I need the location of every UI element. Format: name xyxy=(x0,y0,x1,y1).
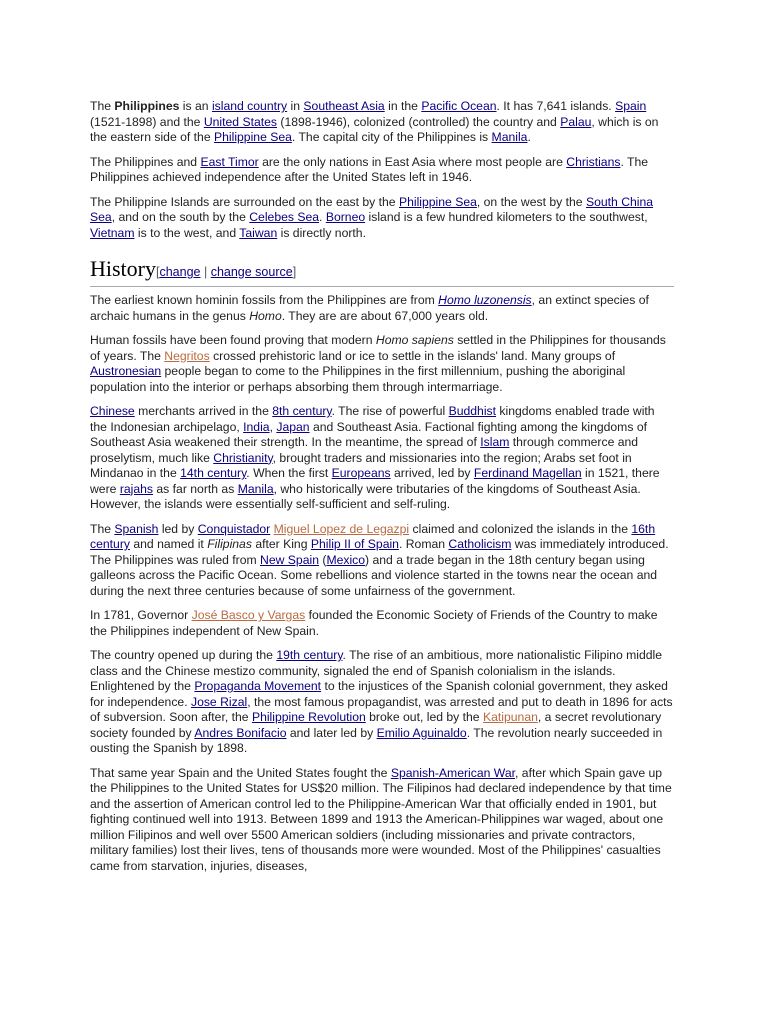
history-section xyxy=(90,293,674,874)
link-catholicism[interactable]: Catholicism xyxy=(448,537,512,551)
text-run: led by xyxy=(158,521,198,536)
history-paragraph xyxy=(90,608,674,639)
change-link[interactable]: change xyxy=(159,265,201,279)
link-philippine-sea[interactable]: Philippine Sea xyxy=(214,130,292,144)
edit-section-links: [change | change source] xyxy=(156,265,297,279)
text-run: . The capital city of the Philippines is xyxy=(291,130,492,144)
text-run: , which is on the eastern side of the xyxy=(90,114,659,144)
text-run: through commerce and proselytism, much like xyxy=(90,435,639,465)
text-run: in xyxy=(287,99,304,113)
text-run: are the only nations in East Asia where most people are xyxy=(258,154,567,169)
intro-paragraph xyxy=(90,155,674,186)
text-run: The Philippine Islands are surrounded on the east by the xyxy=(90,194,399,209)
link-manila[interactable]: Manila xyxy=(237,481,274,496)
history-paragraph xyxy=(90,333,674,395)
link-spanish[interactable]: Spanish xyxy=(114,521,159,536)
text-run: ) and a trade began in the 18th century began using galleons across the Pacific Ocean. Some rebellions and violence started in the towns near the ocean and during the next three centuries because of some unfairness of the government. xyxy=(90,552,658,598)
text-run: is directly north. xyxy=(277,225,366,240)
text-run: arrived, led by xyxy=(390,466,474,480)
link-islam[interactable]: Islam xyxy=(480,435,510,449)
link-rajahs[interactable]: rajahs xyxy=(119,481,154,496)
link-pacific-ocean[interactable]: Pacific Ocean xyxy=(421,99,497,113)
link-16th-century[interactable]: 16th century xyxy=(90,521,656,551)
link-philippine-sea[interactable]: Philippine Sea xyxy=(398,194,477,209)
text-run: . When the first xyxy=(246,466,332,480)
link-east-timor[interactable]: East Timor xyxy=(200,154,259,169)
link-chinese[interactable]: Chinese xyxy=(90,404,135,418)
link-jose-rizal[interactable]: Jose Rizal xyxy=(190,694,248,709)
text-run: Human fossils have been found proving that modern xyxy=(90,333,376,347)
text-run: and later led by xyxy=(286,725,377,740)
link-homo-luzonensis[interactable]: Homo luzonensis xyxy=(438,293,532,307)
text-run: founded the Economic Society of Friends of the Country to make the Philippines independent of New Spain. xyxy=(90,608,658,638)
text-run: , an extinct species of archaic humans in the genus xyxy=(90,293,649,323)
intro-paragraph xyxy=(90,195,674,242)
text-run: In 1781, Governor xyxy=(90,608,192,622)
text-run: The country opened up during the xyxy=(90,648,277,662)
text-run: kingdoms enabled trade with the Indonesian archipelago, xyxy=(90,404,655,434)
text-run: . The revolution nearly succeeded in ousting the Spanish by 1898. xyxy=(90,725,663,755)
history-heading-title: History xyxy=(90,256,156,281)
text-run: , the most famous propagandist, was arrested and put to death in 1896 for acts of subversion. Soon after, the xyxy=(90,694,673,724)
link-vietnam[interactable]: Vietnam xyxy=(90,225,135,240)
link-christians[interactable]: Christians xyxy=(566,154,621,169)
link-europeans[interactable]: Europeans xyxy=(331,466,391,480)
text-run: as far north as xyxy=(153,481,238,496)
text-run: The xyxy=(90,521,115,536)
text-run: . The rise of powerful xyxy=(331,404,449,418)
text-run: . Roman xyxy=(398,537,449,551)
text-run: claimed and colonized the islands in the xyxy=(409,521,632,536)
link-propaganda-movement[interactable]: Propaganda Movement xyxy=(194,679,322,693)
italic-term: Filipinas xyxy=(207,537,252,551)
link-katipunan[interactable]: Katipunan xyxy=(482,710,538,724)
text-run: , brought traders and missionaries into the region; Arabs set foot in Mindanao in the xyxy=(90,450,632,480)
link-island-country[interactable]: island country xyxy=(211,99,288,113)
intro-section xyxy=(90,99,674,241)
link-emilio-aguinaldo[interactable]: Emilio Aguinaldo xyxy=(376,725,467,740)
history-paragraph xyxy=(90,522,674,600)
history-heading xyxy=(90,256,674,287)
history-paragraph xyxy=(90,648,674,757)
link-celebes-sea[interactable]: Celebes Sea xyxy=(249,210,320,224)
text-run: (1521-1898) and the xyxy=(90,114,204,129)
text-run: people began to come to the Philippines in the first millennium, pushing the aboriginal population into the interior or perhaps absorbing them through intermarriage. xyxy=(90,364,626,394)
link-andres-bonifacio[interactable]: Andres Bonifacio xyxy=(194,725,287,740)
link-buddhist[interactable]: Buddhist xyxy=(448,404,497,418)
text-run: broke out, led by the xyxy=(365,710,483,724)
text-run: , a secret revolutionary society founded by xyxy=(90,710,662,740)
text-run: . xyxy=(527,130,531,144)
text-run: was immediately introduced. The Philippines was ruled from xyxy=(90,537,669,567)
link-united-states[interactable]: United States xyxy=(203,114,278,129)
link-taiwan[interactable]: Taiwan xyxy=(239,225,278,240)
text-run: , who historically were tributaries of the kingdoms of Southeast Asia. However, the islands were essentially self-sufficient and self-ruling. xyxy=(90,481,641,511)
text-run: after King xyxy=(251,537,311,551)
link-japan[interactable]: Japan xyxy=(276,419,310,434)
link-palau[interactable]: Palau xyxy=(560,114,592,129)
link-jos-basco-y-vargas[interactable]: José Basco y Vargas xyxy=(191,608,306,622)
link-14th-century[interactable]: 14th century xyxy=(180,466,247,480)
text-run: . It has 7,641 islands. xyxy=(496,99,616,113)
bold-term: Philippines xyxy=(114,99,180,113)
link-spain[interactable]: Spain xyxy=(615,99,647,113)
link-negritos[interactable]: Negritos xyxy=(164,348,210,363)
link-8th-century[interactable]: 8th century xyxy=(272,404,332,418)
link-ferdinand-magellan[interactable]: Ferdinand Magellan xyxy=(473,466,582,480)
text-run: in 1521, there were xyxy=(90,466,660,496)
text-run: settled in the Philippines for thousands of years. The xyxy=(90,333,666,363)
text-run: , on the west by the xyxy=(476,194,586,209)
link-19th-century[interactable]: 19th century xyxy=(276,648,343,662)
italic-term: Homo xyxy=(249,308,282,323)
text-run: The earliest known hominin fossils from the Philippines are from xyxy=(90,293,439,307)
link-austronesian[interactable]: Austronesian xyxy=(90,364,162,378)
text-run: island is a few hundred kilometers to the southwest, xyxy=(365,210,648,224)
text-run: merchants arrived in the xyxy=(134,404,273,418)
history-paragraph xyxy=(90,766,674,875)
history-paragraph xyxy=(90,293,674,324)
text-run: is to the west, and xyxy=(134,225,240,240)
text-run: The Philippines and xyxy=(90,154,201,169)
link-manila[interactable]: Manila xyxy=(491,130,528,144)
text-run: ( xyxy=(318,552,327,567)
italic-term: Homo sapiens xyxy=(375,333,454,347)
text-run: is an xyxy=(179,99,212,113)
change-source-link[interactable]: change source xyxy=(210,265,293,279)
link-conquistador[interactable]: Conquistador xyxy=(197,521,271,536)
text-run: crossed prehistoric land or ice to settle in the islands' land. Many groups of xyxy=(209,348,616,363)
link-south-china-sea[interactable]: South China Sea xyxy=(90,194,654,224)
link-christianity[interactable]: Christianity xyxy=(213,450,273,465)
text-run: , after which Spain gave up the Philippines to the United States for US$20 million. The Filipinos had declared independence by that time and the assertion of American control led to the Philippine-American War that officially ended in 1901, but fighting continued well into 1913. Between 1899 and 1913 the American-Philippines war waged, about one million Filipinos and well over 5500 American soldiers (including missionaries and private contractors, military families) lost their lives, tens of thousands more were wounded. Most of the Philippines' casualties came from starvation, injuries, diseases, xyxy=(90,765,672,873)
link-spanish-american-war[interactable]: Spanish-American War xyxy=(390,765,516,780)
link-miguel-lopez-de-legazpi[interactable]: Miguel Lopez de Legazpi xyxy=(273,521,410,536)
history-paragraph xyxy=(90,404,674,513)
link-philippine-revolution[interactable]: Philippine Revolution xyxy=(251,710,366,724)
text-run: . The rise of an ambitious, more nationalistic Filipino middle class and the Chinese mestizo community, signaled the end of Spanish colonialism in the islands. Enlightened by the xyxy=(90,648,663,693)
text-run: . The Philippines achieved independence after the United States left in 1946. xyxy=(90,154,649,184)
text-run: That same year Spain and the United States fought the xyxy=(90,765,391,780)
text-run: , xyxy=(269,419,277,434)
article-body xyxy=(90,99,674,883)
link-borneo[interactable]: Borneo xyxy=(325,210,366,224)
text-run: and Southeast Asia. Factional fighting among the kingdoms of Southeast Asia weakened their strength. In the meantime, the spread of xyxy=(90,419,647,449)
link-new-spain[interactable]: New Spain xyxy=(260,552,319,567)
text-run: (1898-1946), colonized (controlled) the country and xyxy=(277,114,561,129)
text-run: and named it xyxy=(129,537,208,551)
text-run: . They are are about 67,000 years old. xyxy=(281,308,489,323)
link-india[interactable]: India xyxy=(243,419,270,434)
text-run: in the xyxy=(384,99,422,113)
text-run: The xyxy=(90,99,115,113)
intro-paragraph xyxy=(90,99,674,146)
link-philip-ii-of-spain[interactable]: Philip II of Spain xyxy=(310,537,399,551)
link-southeast-asia[interactable]: Southeast Asia xyxy=(303,99,385,113)
link-mexico[interactable]: Mexico xyxy=(326,552,366,567)
text-run: to the injustices of the Spanish colonial government, they asked for independence. xyxy=(90,679,668,709)
text-run: . xyxy=(319,210,326,224)
text-run: , and on the south by the xyxy=(111,210,250,224)
